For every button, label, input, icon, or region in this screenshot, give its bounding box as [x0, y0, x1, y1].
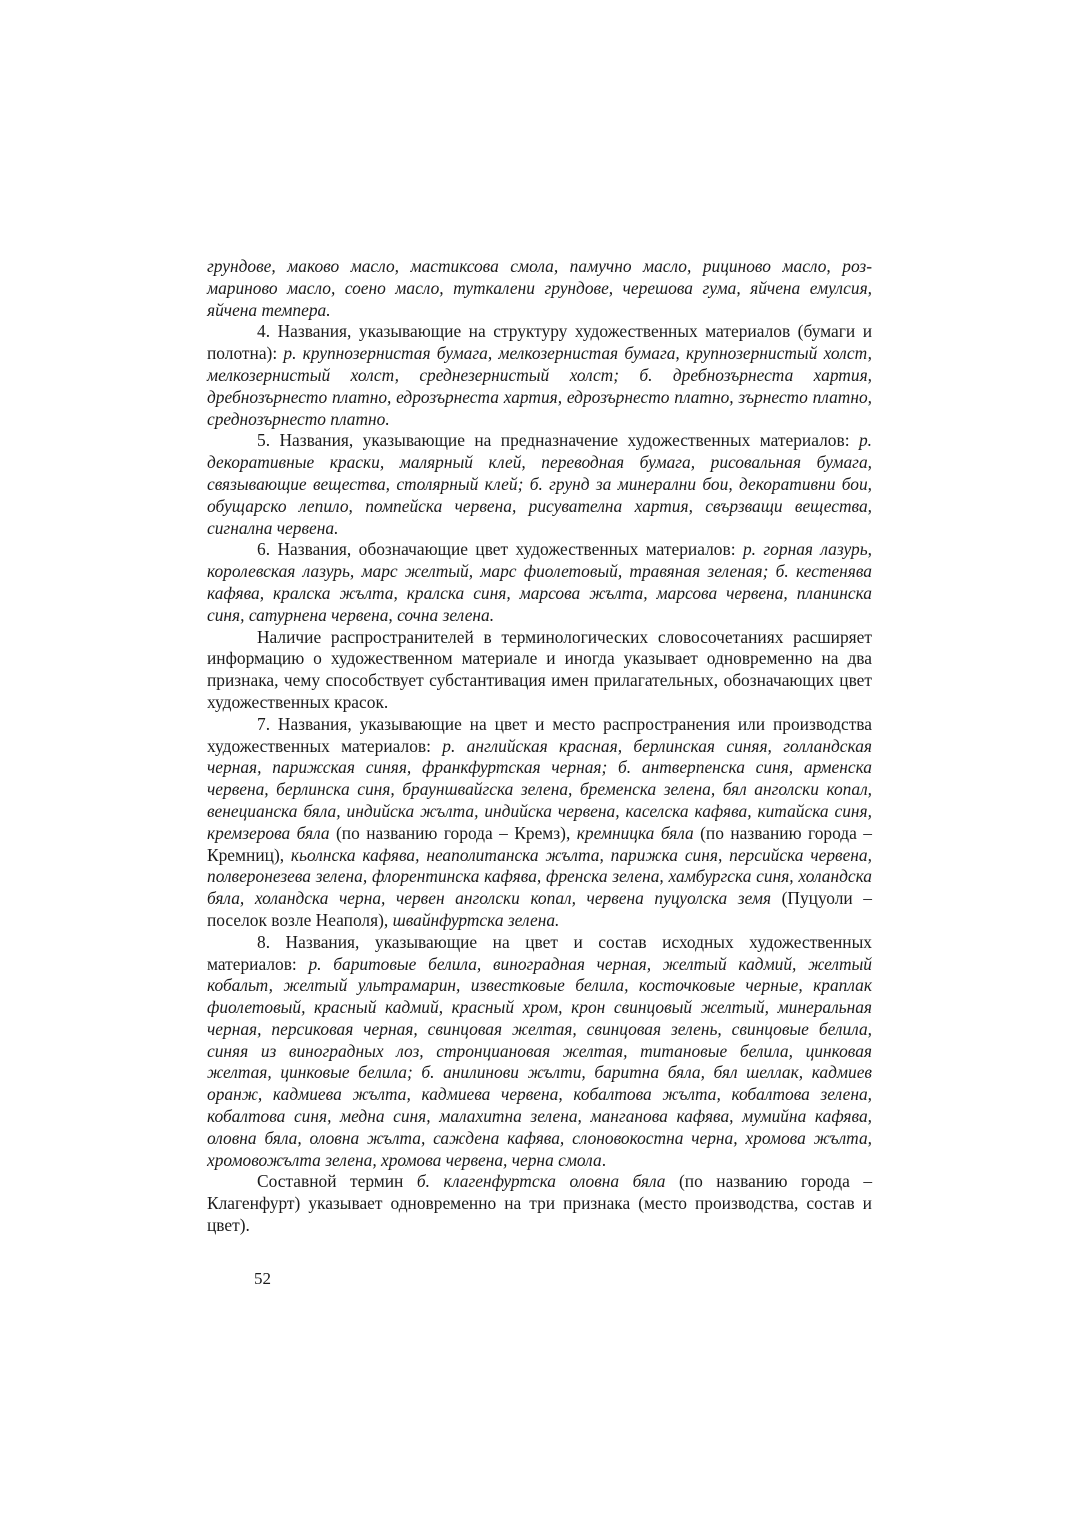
paragraph [207, 539, 872, 626]
paragraph [207, 430, 872, 539]
body-text [207, 256, 872, 1237]
page-number: 52 [254, 1269, 271, 1288]
text-run: (по названию города – Клагенфурт) указывает одновременно на три признака (место производства, состав и цвет). [207, 1171, 873, 1236]
paragraph [207, 256, 872, 321]
italic-term-run: кьолнска кафява, неаполитанска жълта, парижка синя, персийска червена, полверонезева зелена, флорентинска кафява, френска зелена, хамбургска синя, холандска бяла, холандска черна, червен анголски копал, червена пуцуолска земя [207, 844, 872, 909]
italic-term-run: грундове, маково масло, мастиксова смола, памучно масло, рициново масло, розмариново масло, соено масло, туткалени грундове, черешова гума, яйчена емулсия, яйчена темпера. [207, 256, 872, 320]
text-run: (по названию города – Кремниц), [207, 822, 872, 865]
italic-term-run: р. декоративные краски, малярный клей, переводная бумага, рисовальная бумага, связывающие вещества, столярный клей; б. грунд за минерални бои, декоративни бои, обущарско лепило, помпейска червена, рисувателна хартия, свързващи вещества, сигнална червена. [207, 430, 872, 538]
paragraph [207, 1171, 872, 1236]
text-run: 7. Названия, указывающие на цвет и место распространения или производства художественных материалов: [207, 713, 872, 756]
text-run: Наличие распространителей в терминологических словосочетаниях расширяет информацию о художественном материале и иногда указывает одновременно на два признака, чему способствует субстантивация имен прилагательных, обозначающих цвет художественных красок. [207, 626, 872, 712]
paragraph [207, 321, 872, 430]
text-run: 5. Названия, указывающие на предназначение художественных материалов: [257, 430, 859, 451]
text-run: 4. Названия, указывающие на структуру художественных материалов (бумаги и полотна): [207, 321, 872, 364]
paragraph [207, 627, 872, 714]
italic-term-run: кремницка бяла [576, 822, 694, 843]
text-run: 6. Названия, обозначающие цвет художественных материалов: [257, 539, 743, 560]
italic-term-run: р. английская красная, берлинская синяя, голландская черная, парижская синяя, франкфуртская черная; б. антверпенска синя, арменска червена, берлинска синя, брауншвайгска зелена, бременска зелена, бял анголски копал, венецианска бяла, индийска жълта, индийска червена, каселска кафява, китайска синя, кремзерова бяла [207, 735, 872, 843]
paragraph [207, 932, 872, 1172]
italic-term-run: р. крупнозернистая бумага, мелкозернистая бумага, крупнозернистый холст, мелкозернистый холст, среднезернистый холст; б. дребнозърнеста хартия, дребнозърнесто платно, едрозърнеста хартия, едрозърнесто платно, зърнесто платно, среднозърнесто платно. [207, 343, 872, 429]
italic-term-run: р. горная лазурь, королевская лазурь, марс желтый, марс фиолетовый, травяная зеленая; б. кестенява кафява, кралска жълта, кралска синя, марсова жълта, марсова червена, планинска синя, сатурнена червена, сочна зелена. [207, 539, 872, 625]
italic-term-run: швайнфуртска зелена. [392, 909, 560, 930]
italic-term-run: б. клагенфуртска оловна бяла [416, 1171, 666, 1192]
text-run: . [601, 1149, 607, 1170]
text-run: (по названию города – Кремз), [329, 822, 577, 843]
italic-term-run: р. баритовые белила, виноградная черная, желтый кадмий, желтый кобальт, желтый ультрамарин, известковые белила, косточковые черные, краплак фиолетовый, красный кадмий, красный хром, крон свинцовый желтый, минеральная черная, персиковая черная, свинцовая желтая, свинцовая зелень, свинцовые белила, синяя из виноградных лоз, стронциановая желтая, титановые белила, цинковая желтая, цинковые белила; б. анилинови жълти, баритна бяла, бял шеллак, кадмиев оранж, кадмиева жълта, кадмиева червена, кобалтова жълта, кобалтова зелена, кобалтова синя, медна синя, малахитна зелена, манганова кафява, мумийна кафява, оловна бяла, оловна жълта, саждена кафява, слоновокостна черна, хромова жълта, хромовожълта зелена, хромова червена, черна смола [207, 953, 872, 1170]
text-run: (Пуцуоли – поселок возле Неаполя), [207, 888, 872, 930]
text-run: Составной термин [257, 1171, 417, 1192]
paragraph [207, 714, 872, 932]
text-run: 8. Названия, указывающие на цвет и состав исходных художественных материалов: [207, 931, 872, 974]
